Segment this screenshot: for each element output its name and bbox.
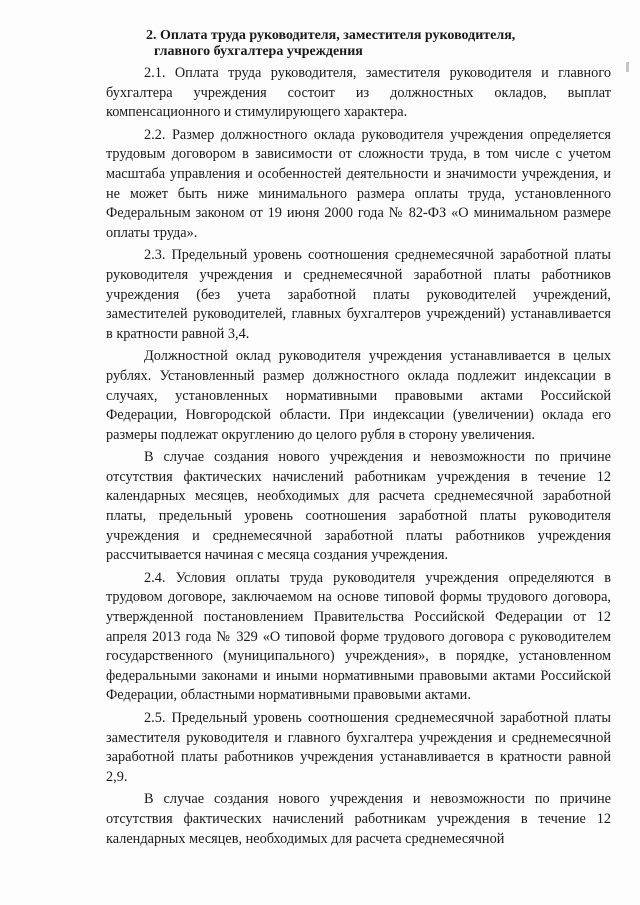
section-heading bbox=[146, 28, 566, 60]
paragraph-2-3: 2.3. Предельный уровень соотношения среднемесячной заработной платы руководителя учреждения и среднемесячной заработной платы работников учреждения (без учета заработной платы руководителей учреждений, заместителей руководителей, главных бухгалтеров учреждений) устанавливается в кратности равной 3,4. bbox=[106, 247, 611, 342]
paragraph-2-5: 2.5. Предельный уровень соотношения среднемесячной заработной платы заместителя руководителя и главного бухгалтера учреждения и среднемесячной заработной платы работников учреждения устанавливается в кратности равной 2,9. bbox=[106, 710, 611, 785]
section-heading-line-2: главного бухгалтера учреждения bbox=[154, 44, 363, 59]
paragraph-2-2: 2.2. Размер должностного оклада руководителя учреждения определяется трудовым договором в зависимости от сложности труда, в том числе с учетом масштаба управления и особенностей деятельности и значимости учреждения, и не может быть ниже минимального размера оплаты труда, установленного Федеральным законом от 19 июня 2000 года № 82-ФЗ «О минимальном размере оплаты труда». bbox=[106, 126, 611, 241]
paragraph-new-institution: В случае создания нового учреждения и невозможности по причине отсутствия фактических начислений работникам учреждения в течение 12 календарных месяцев, необходимых для расчета среднемесячной заработной платы, предельный уровень соотношения заработной платы руководителя учреждения и среднемесячной заработной платы работников учреждения рассчитывается начиная с месяца создания учреждения. bbox=[106, 449, 611, 564]
paragraph-salary-indexation: Должностной оклад руководителя учреждения устанавливается в целых рублях. Установленный размер должностного оклада подлежит индексации в случаях, установленных нормативными правовыми актами Российской Федерации, Новгородской области. При индексации (увеличении) оклада его размеры подлежат округлению до целого рубля в сторону увеличения. bbox=[106, 348, 611, 443]
paragraph-2-1: 2.1. Оплата труда руководителя, заместителя руководителя и главного бухгалтера учреждения состоит из должностных окладов, выплат компенсационного и стимулирующего характера. bbox=[106, 65, 611, 121]
section-body bbox=[106, 64, 611, 852]
paragraph-new-institution-deputy: В случае создания нового учреждения и невозможности по причине отсутствия фактических начислений работникам учреждения в течение 12 календарных месяцев, необходимых для расчета среднемесячной bbox=[106, 791, 611, 847]
paragraph-2-4: 2.4. Условия оплаты труда руководителя учреждения определяются в трудовом договоре, заключаемом на основе типовой формы трудового договора, утвержденной постановлением Правительства Российской Федерации от 12 апреля 2013 года № 329 «О типовой форме трудового договора с руководителем государственного (муниципального) учреждения», в порядке, установленном федеральными законами и иными нормативными правовыми актами Российской Федерации, областными нормативными правовыми актами. bbox=[106, 569, 611, 704]
scan-edge-mark bbox=[626, 62, 629, 72]
section-heading-line-1: 2. Оплата труда руководителя, заместителя руководителя, bbox=[146, 28, 516, 43]
